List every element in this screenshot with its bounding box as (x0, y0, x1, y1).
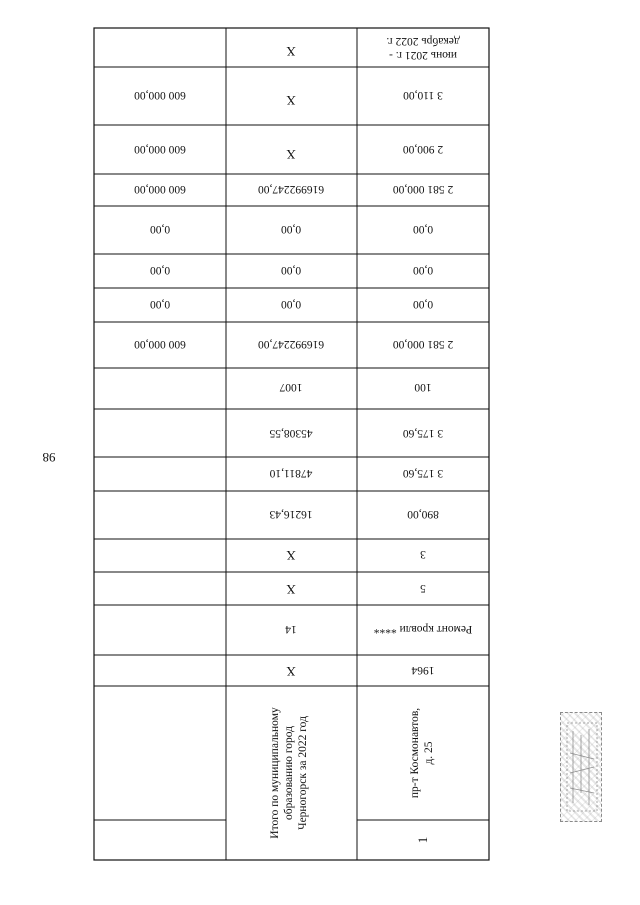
page-number: 98 (42, 450, 56, 465)
cell-floors: 5 (420, 582, 426, 594)
cell-mid-area: 16216,43 (269, 508, 313, 520)
left-column (373, 35, 472, 843)
cell-right-z1: 0,00 (149, 223, 171, 235)
right-column (134, 89, 186, 350)
cell-cost-b: 3 175,60 (402, 467, 444, 479)
cell-address-line1: пр-т Космонавтов, (409, 707, 421, 799)
cell-row-number: 1 (415, 836, 430, 844)
cell-mid-total2: 616992247,00 (257, 338, 325, 350)
summary-title-line2: образованию город (283, 725, 295, 821)
cell-cost-a: 3 175,60 (402, 427, 444, 439)
cell-mid-entrances: X (286, 548, 296, 563)
cell-mid-z3: 0,00 (280, 298, 302, 310)
cell-mid-work: 14 (285, 623, 297, 635)
cell-unit: 100 (414, 381, 432, 393)
cell-address-line2: д. 25 (423, 741, 435, 765)
row-dividers (94, 67, 489, 820)
cell-z2: 0,00 (412, 264, 434, 276)
cell-mid-floors: X (286, 582, 296, 597)
cell-right-limit2: 600 000,00 (134, 89, 186, 101)
cell-entrances: 3 (420, 548, 426, 560)
cell-mid-z1: 0,00 (280, 223, 302, 235)
cell-area: 890,00 (407, 508, 439, 520)
cell-mid-limit1: X (286, 147, 296, 162)
cell-mid-year: X (286, 664, 296, 679)
cell-work: Ремонт кровли **** (373, 623, 473, 635)
cell-mid-z2: 0,00 (280, 264, 302, 276)
cell-mid-total: 616992247,00 (257, 183, 325, 195)
cell-right-z3: 0,00 (149, 298, 171, 310)
cell-mid-limit2: X (286, 93, 296, 108)
cell-right-limit1: 600 000,00 (134, 143, 186, 155)
cell-total2: 2 581 000,00 (392, 338, 454, 350)
cell-right-total: 600 000,00 (134, 183, 186, 195)
cell-limit2: 3 110,00 (403, 89, 443, 101)
cell-mid-cost-b: 45308,55 (269, 427, 313, 439)
cell-right-total2: 600 000,00 (134, 338, 186, 350)
cell-right-z2: 0,00 (149, 264, 171, 276)
summary-title-line3: Черногорск за 2022 год (297, 716, 309, 830)
summary-title-line1: Итого по муниципальному (269, 707, 281, 839)
cell-z1: 0,00 (412, 223, 434, 235)
cell-mid-cost-a: 47811,10 (269, 467, 313, 479)
cell-limit1: 2 900,00 (402, 143, 444, 155)
cell-period-line2: декабрь 2022 г. (386, 35, 460, 47)
stamp-mark-icon (561, 713, 603, 823)
cell-year: 1964 (411, 664, 435, 676)
cell-mid-period: X (286, 44, 296, 59)
approval-stamp (560, 712, 602, 822)
cell-z3: 0,00 (412, 298, 434, 310)
cell-period-line1: июнь 2021 г. - (389, 49, 457, 61)
middle-column (258, 44, 324, 839)
cell-mid-unit: 1007 (279, 381, 303, 393)
cell-total: 2 581 000,00 (392, 183, 454, 195)
